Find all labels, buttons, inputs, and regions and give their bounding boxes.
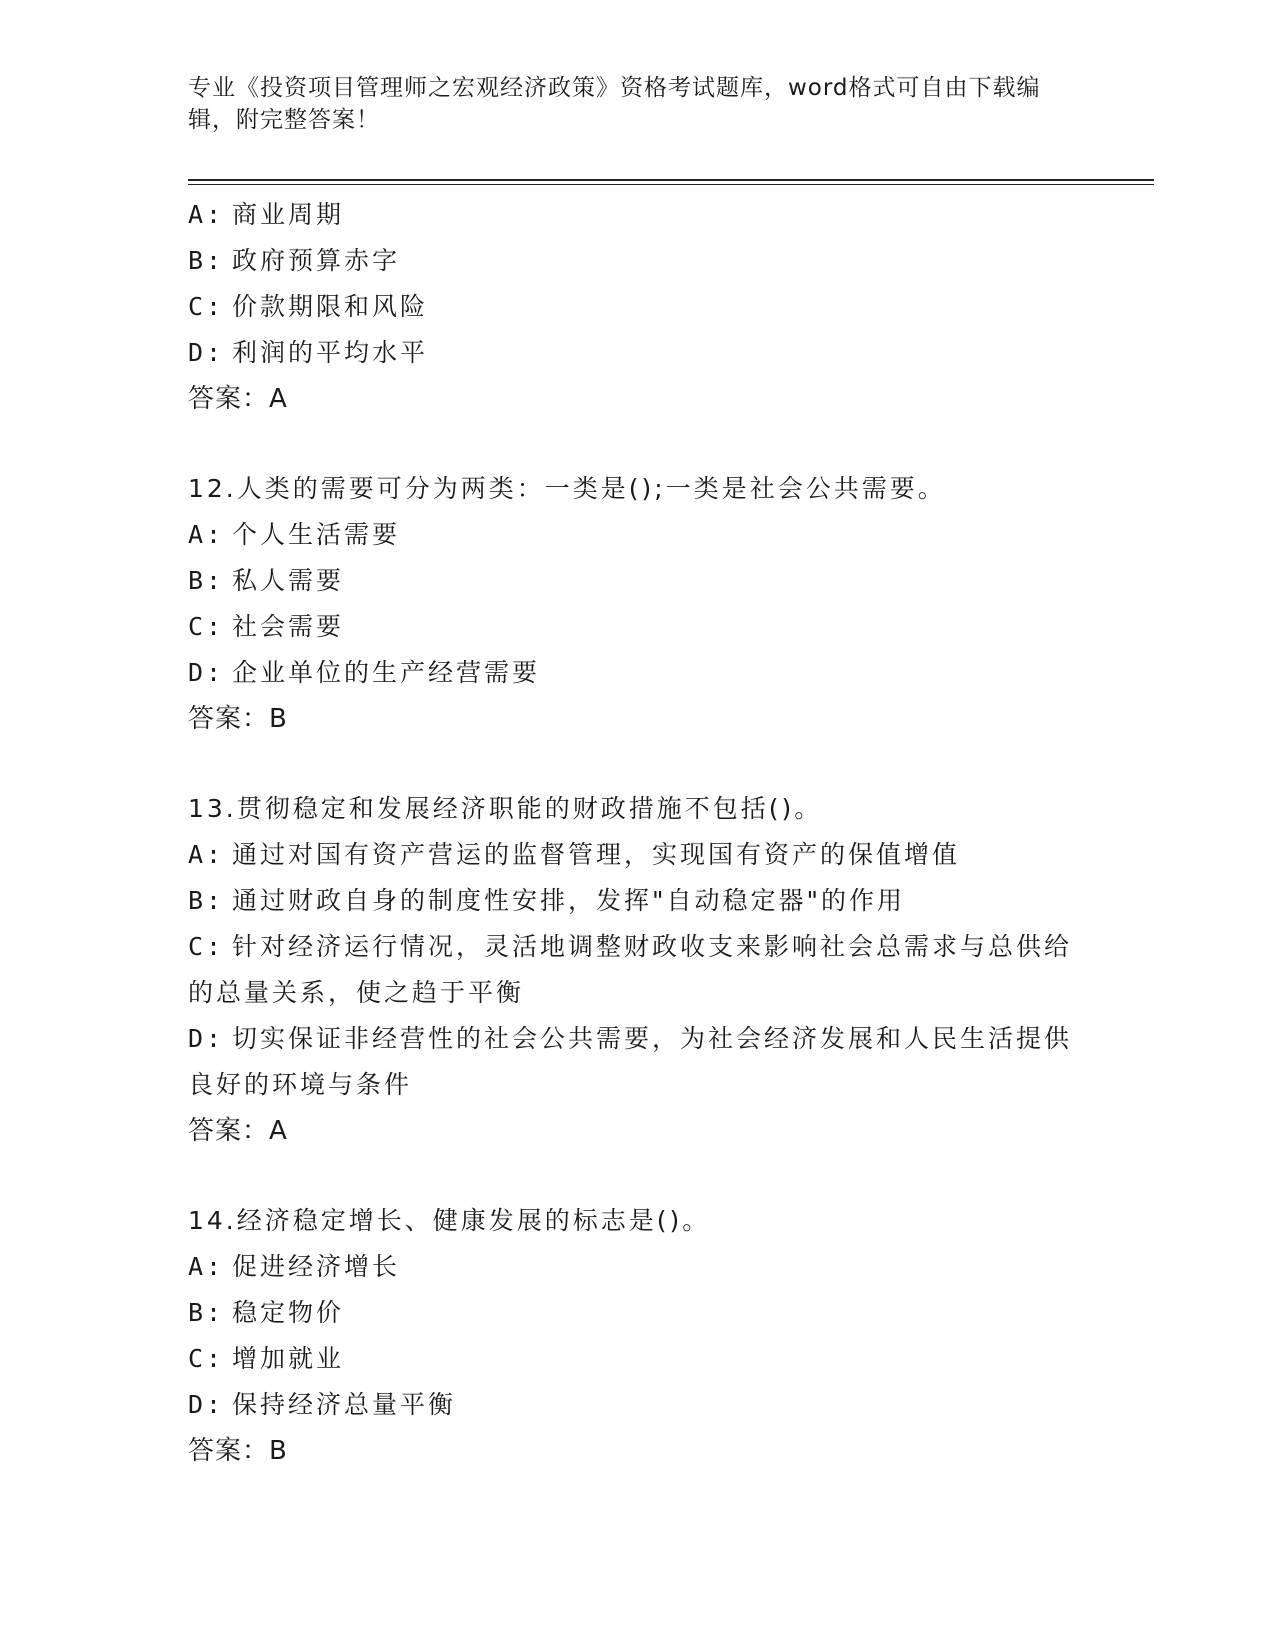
- option-text: 私人需要: [232, 566, 345, 595]
- option-text: 社会需要: [232, 612, 345, 641]
- option-letter: C:: [188, 1344, 225, 1373]
- question-title: 14.经济稳定增长、健康发展的标志是()。: [188, 1206, 711, 1235]
- option-d: [188, 330, 1088, 376]
- option-letter: D:: [188, 1390, 225, 1419]
- option-b: [188, 1290, 1088, 1336]
- option-text: 政府预算赤字: [232, 246, 401, 275]
- spacer: [188, 422, 1088, 466]
- question-title: 12.人类的需要可分为两类：一类是();一类是社会公共需要。: [188, 474, 946, 503]
- option-text: 针对经济运行情况，灵活地调整财政收支来影响社会总需求与总供给的总量关系，使之趋于平衡: [188, 932, 1073, 1007]
- answer: 答案：A: [188, 384, 288, 414]
- option-d: [188, 1382, 1088, 1428]
- option-letter: B:: [188, 886, 225, 915]
- option-text: 商业周期: [232, 200, 345, 229]
- question-12: [188, 466, 1088, 742]
- option-d: [188, 650, 1088, 696]
- option-c: [188, 284, 1088, 330]
- question-13: [188, 786, 1088, 1154]
- option-b: [188, 558, 1088, 604]
- option-text: 企业单位的生产经营需要: [232, 658, 541, 687]
- option-letter: A:: [188, 200, 225, 229]
- question-11: [188, 192, 1088, 422]
- question-title: 13.贯彻稳定和发展经济职能的财政措施不包括()。: [188, 794, 823, 823]
- question-list: [188, 192, 1088, 1474]
- option-letter: D:: [188, 658, 225, 687]
- option-letter: B:: [188, 566, 225, 595]
- option-letter: A:: [188, 520, 225, 549]
- option-text: 价款期限和风险: [232, 292, 429, 321]
- option-a: [188, 512, 1088, 558]
- option-d: [188, 1016, 1088, 1108]
- option-letter: C:: [188, 612, 225, 641]
- option-letter: B:: [188, 1298, 225, 1327]
- option-text: 通过对国有资产营运的监督管理，实现国有资产的保值增值: [232, 840, 961, 869]
- option-letter: C:: [188, 932, 225, 961]
- option-letter: A:: [188, 840, 225, 869]
- option-a: [188, 832, 1088, 878]
- spacer: [188, 1154, 1088, 1198]
- option-b: [188, 878, 1088, 924]
- answer: 答案：A: [188, 1116, 288, 1146]
- option-b: [188, 238, 1088, 284]
- option-a: [188, 1244, 1088, 1290]
- option-letter: D:: [188, 1024, 225, 1053]
- document-header: 专业《投资项目管理师之宏观经济政策》资格考试题库，word格式可自由下载编辑，附完整答案！: [188, 75, 1041, 133]
- option-letter: A:: [188, 1252, 225, 1281]
- option-text: 通过财政自身的制度性安排，发挥"自动稳定器"的作用: [232, 886, 906, 915]
- question-14: [188, 1198, 1088, 1474]
- spacer: [188, 742, 1088, 786]
- option-letter: D:: [188, 338, 225, 367]
- option-letter: B:: [188, 246, 225, 275]
- header-divider-thick: [188, 179, 1154, 181]
- option-text: 增加就业: [232, 1344, 345, 1373]
- option-a: [188, 192, 1088, 238]
- option-letter: C:: [188, 292, 225, 321]
- option-text: 保持经济总量平衡: [232, 1390, 457, 1419]
- option-c: [188, 604, 1088, 650]
- answer: 答案：B: [188, 1436, 288, 1466]
- option-text: 利润的平均水平: [232, 338, 429, 367]
- option-text: 促进经济增长: [232, 1252, 401, 1281]
- option-text: 稳定物价: [232, 1298, 345, 1327]
- header-divider-thin: [188, 184, 1154, 185]
- option-text: 个人生活需要: [232, 520, 401, 549]
- option-c: [188, 924, 1088, 1016]
- option-text: 切实保证非经营性的社会公共需要，为社会经济发展和人民生活提供良好的环境与条件: [188, 1024, 1073, 1099]
- option-c: [188, 1336, 1088, 1382]
- answer: 答案：B: [188, 704, 288, 734]
